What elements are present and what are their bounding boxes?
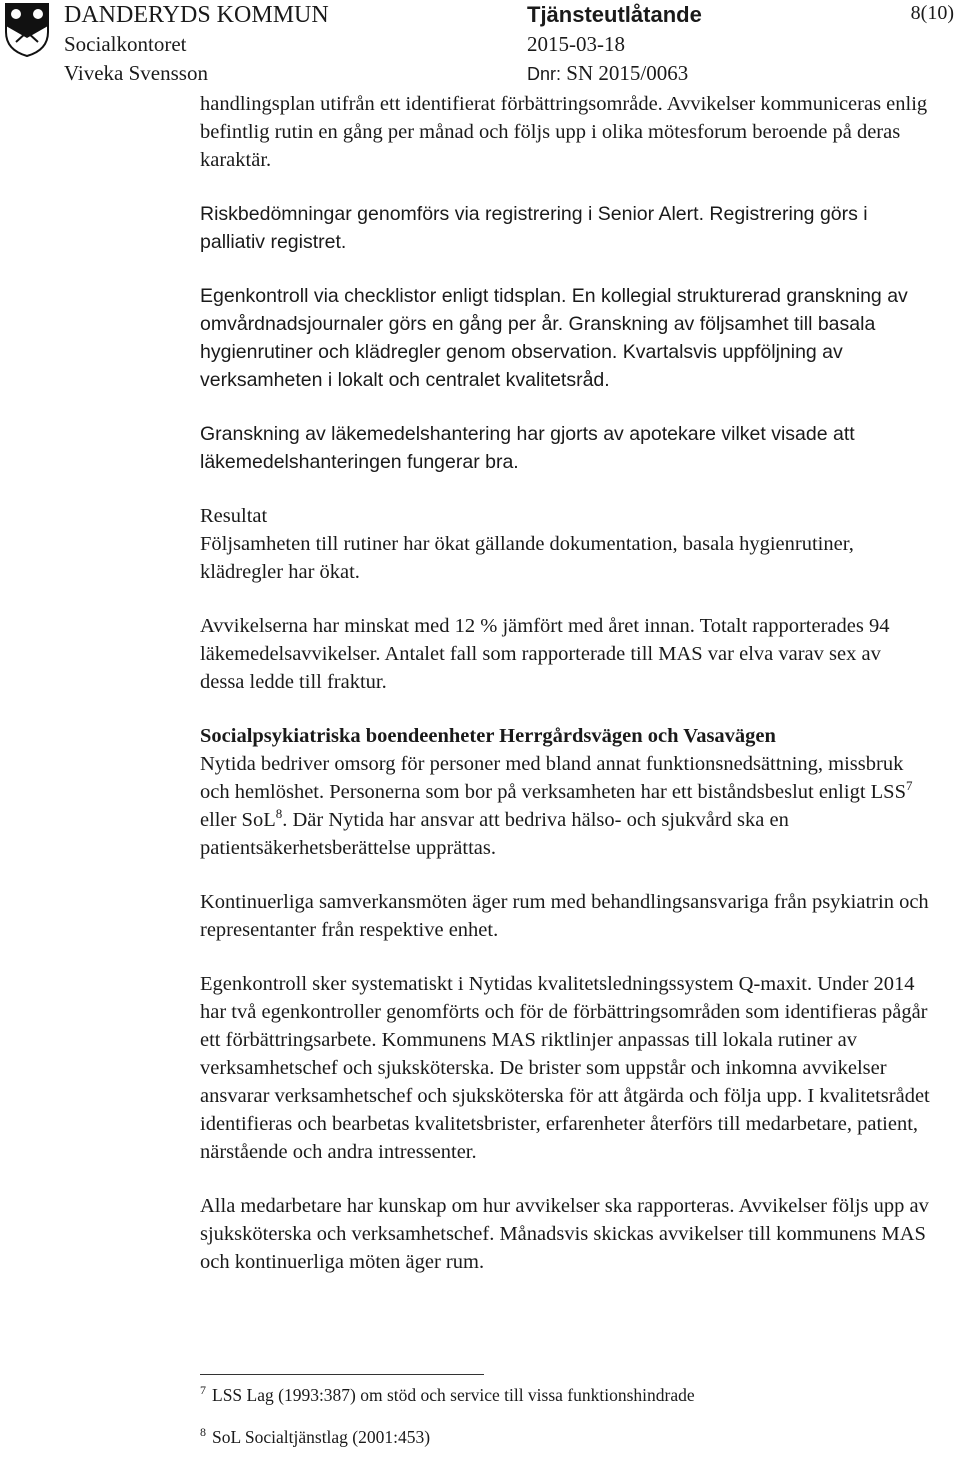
department-name: Socialkontoret bbox=[64, 32, 187, 56]
result-section bbox=[200, 502, 930, 586]
footnote-divider bbox=[200, 1374, 484, 1375]
footnote-ref[interactable]: 7 bbox=[905, 778, 913, 793]
paragraph: Riskbedömningar genomförs via registrering i Senior Alert. Registrering görs i palliativ registret. bbox=[200, 203, 868, 253]
diary-number-label: Dnr: bbox=[527, 64, 562, 84]
document-header bbox=[0, 0, 960, 90]
document-date: 2015-03-18 bbox=[527, 32, 625, 56]
paragraph-part: . Där Nytida har ansvar att bedriva hälso- och sjukvård ska en patientsäkerhetsberättelse upprättas. bbox=[200, 809, 789, 859]
socialpsykiatri-section bbox=[200, 722, 930, 862]
paragraph-part: Nytida bedriver omsorg för personer med bland annat funktionsnedsättning, missbruk och hemlöshet. Personerna som bor på verksamheten har ett biståndsbeslut enligt LSS bbox=[200, 753, 906, 803]
header-left-block bbox=[64, 0, 329, 88]
footnote-text: LSS Lag (1993:387) om stöd och service till vissa funktionshindrade bbox=[212, 1385, 695, 1405]
section-heading: Socialpsykiatriska boendeenheter Herrgårdsvägen och Vasavägen bbox=[200, 725, 776, 747]
document-body bbox=[200, 90, 930, 1302]
diary-number bbox=[527, 59, 702, 89]
paragraph: Alla medarbetare har kunskap om hur avvikelser ska rapporteras. Avvikelser följs upp av sjuksköterska och verksamhetschef. Månadsvis skickas avvikelser till kommunens MAS och kontinuerliga möten äger rum. bbox=[200, 1195, 929, 1273]
footnote-number: 7 bbox=[200, 1383, 206, 1397]
footnotes bbox=[200, 1384, 695, 1468]
footnote-ref[interactable]: 8 bbox=[275, 806, 283, 821]
paragraph-part: eller SoL bbox=[200, 809, 276, 831]
footnote-number: 8 bbox=[200, 1425, 206, 1439]
footnote-text: SoL Socialtjänstlag (2001:453) bbox=[212, 1427, 431, 1447]
paragraph: handlingsplan utifrån ett identifierat förbättringsområde. Avvikelser kommuniceras enlig befintlig rutin en gång per månad och följs upp i olika mötesforum beroende på deras karaktär. bbox=[200, 93, 928, 171]
footnote-item bbox=[200, 1426, 695, 1448]
diary-number-value: SN 2015/0063 bbox=[566, 61, 689, 85]
municipality-coat-of-arms-icon bbox=[4, 2, 50, 58]
paragraph: Avvikelserna har minskat med 12 % jämfört med året innan. Totalt rapporterades 94 läkemedelsavvikelser. Antalet fall som rapporterade till MAS var elva varav sex av dessa ledde till fraktur. bbox=[200, 615, 890, 693]
page-number: 8(10) bbox=[910, 2, 954, 24]
result-heading: Resultat bbox=[200, 505, 268, 527]
paragraph: Kontinuerliga samverkansmöten äger rum med behandlingsansvariga från psykiatrin och representanter från respektive enhet. bbox=[200, 891, 929, 941]
header-right-block bbox=[527, 0, 702, 89]
paragraph: Granskning av läkemedelshantering har gjorts av apotekare vilket visade att läkemedelshanteringen fungerar bra. bbox=[200, 423, 855, 473]
organization-name: DANDERYDS KOMMUN bbox=[64, 2, 329, 28]
paragraph: Egenkontroll sker systematiskt i Nytidas kvalitetsledningssystem Q-maxit. Under 2014 har två egenkontroller genomförts och för de förbättringsområden som identifieras pågår ett förbättringsarbete. Kommunens MAS riktlinjer anpassas till lokala rutiner av verksamhetschef och sjuksköterska. De brister som uppstår och inkomna avvikelser ansvarar verksamhetschef och sjuksköterska för att åtgärda och följa upp. I kvalitetsrådet identifieras och bearbetas kvalitetsbrister, erfarenheter återförs till medarbetare, patient, närstående och andra intressenter. bbox=[200, 973, 930, 1163]
author-name: Viveka Svensson bbox=[64, 61, 208, 85]
footnote-item bbox=[200, 1384, 695, 1406]
document-type: Tjänsteutlåtande bbox=[527, 2, 702, 27]
paragraph: Följsamheten till rutiner har ökat gällande dokumentation, basala hygienrutiner, klädregler har ökat. bbox=[200, 533, 854, 583]
paragraph: Egenkontroll via checklistor enligt tidsplan. En kollegial strukturerad granskning av omvårdnadsjournaler görs en gång per år. Granskning av följsamhet till basala hygienrutiner och klädregler genom observation. Kvartalsvis uppföljning av verksamheten i lokalt och centralet kvalitetsråd. bbox=[200, 285, 908, 391]
